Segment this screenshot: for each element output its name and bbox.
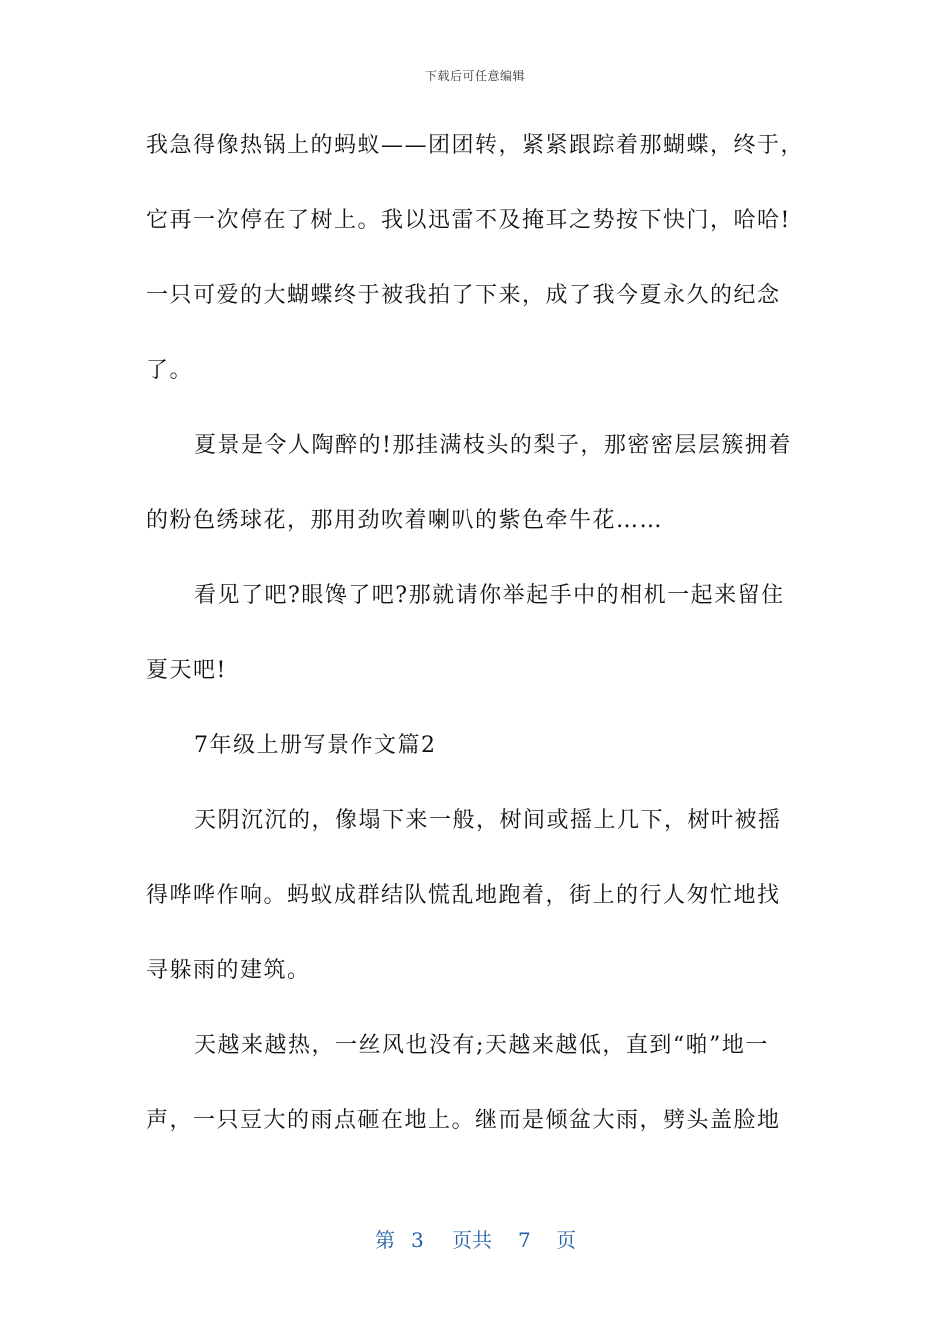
body-line: 的粉色绣球花，那用劲吹着喇叭的紫色牵牛花……: [146, 508, 664, 533]
body-line: 了。: [146, 358, 194, 383]
body-line: 寻躲雨的建筑。: [146, 958, 311, 983]
page-footer: [0, 1225, 950, 1255]
body-line: 夏天吧!: [146, 658, 227, 683]
paragraph-first-line: 夏景是令人陶醉的!那挂满枝头的梨子，那密密层层簇拥着: [194, 433, 792, 458]
footer-prefix: 第: [375, 1228, 395, 1252]
body-line: 它再一次停在了树上。我以迅雷不及掩耳之势按下快门，哈哈!: [146, 208, 791, 233]
total-page-number: 7: [518, 1228, 531, 1252]
paragraph-first-line: 看见了吧?眼馋了吧?那就请你举起手中的相机一起来留住: [194, 583, 785, 608]
paragraph-first-line: 天越来越热，一丝风也没有;天越来越低，直到“啪”地一: [194, 1033, 769, 1058]
paragraph-first-line: 天阴沉沉的，像塌下来一般，树间或摇上几下，树叶被摇: [194, 808, 782, 833]
current-page-number: 3: [411, 1228, 424, 1252]
footer-middle: 页共: [452, 1228, 492, 1252]
section-heading: 7年级上册写景作文篇2: [194, 733, 437, 758]
body-line: 我急得像热锅上的蚂蚁——团团转，紧紧跟踪着那蝴蝶，终于，: [146, 133, 805, 158]
header-note: 下载后可任意编辑: [424, 69, 525, 83]
body-line: 一只可爱的大蝴蝶终于被我拍了下来，成了我今夏永久的纪念: [146, 283, 781, 308]
body-line: 声，一只豆大的雨点砸在地上。继而是倾盆大雨，劈头盖脸地: [146, 1108, 781, 1133]
body-line: 得哗哗作响。蚂蚁成群结队慌乱地跑着，街上的行人匆忙地找: [146, 883, 781, 908]
footer-suffix: 页: [556, 1228, 576, 1252]
